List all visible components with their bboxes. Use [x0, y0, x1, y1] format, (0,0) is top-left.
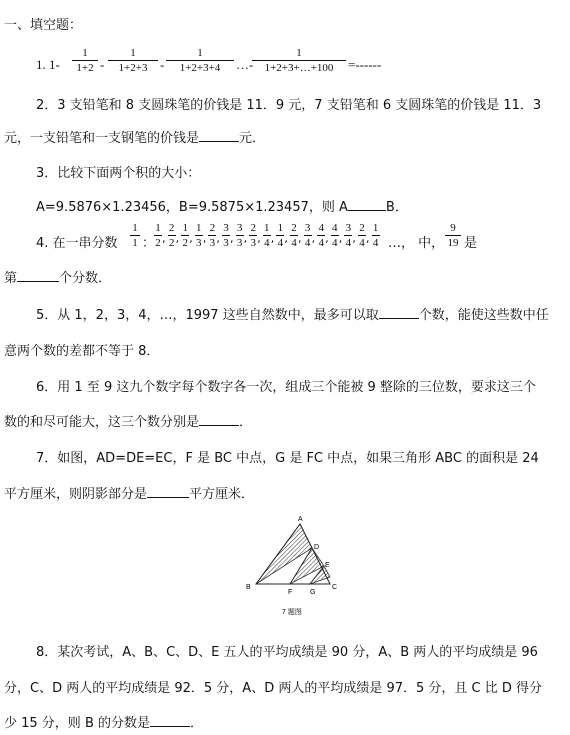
q7-label-c: C	[332, 584, 338, 591]
q7-label-f: F	[288, 589, 293, 596]
q8-answer-blank[interactable]	[150, 715, 190, 727]
q7-answer-blank[interactable]	[147, 486, 189, 498]
q3-line-2: A=9.5876×1.23456，B=9.5875×1.23457，则 A B．	[36, 200, 408, 215]
q7-line-1: 7．如图，AD=DE=EC，F 是 BC 中点，G 是 FC 中点，如果三角形 ABC 的面积是 24	[36, 451, 539, 466]
q4-sequence-comma: ,	[216, 232, 220, 245]
q1-equals-blank: =------	[348, 57, 382, 72]
q4-sequence-comma: ,	[270, 232, 275, 245]
q2-answer-blank[interactable]	[199, 130, 239, 142]
q1-fraction-2: 1 1+2+3	[108, 47, 158, 74]
q4-sequence-fraction: 4 4	[318, 222, 324, 249]
q4-sequence-comma: ,	[162, 232, 166, 245]
q4-sequence-comma: ,	[284, 232, 288, 245]
q7-label-e: E	[325, 562, 330, 569]
q4-first-fraction: 1 1	[130, 222, 140, 249]
q7-triangle-figure	[240, 512, 350, 620]
q4-sequence-fraction: 3 4	[345, 222, 352, 249]
q4-sequence-comma: ,	[189, 232, 193, 245]
q4-sequence-fraction: 2 4	[359, 222, 365, 249]
q4-sequence-comma: ,	[366, 232, 370, 245]
q4-sequence-comma: ,	[298, 232, 302, 245]
q7-figure-caption: 7 题图	[282, 609, 302, 616]
q4-sequence-fraction: 1 2	[182, 222, 188, 249]
q8-line-3: 少 15 分，则 B 的分数是 ．	[4, 716, 204, 731]
q4-sequence-fraction: 1 4	[264, 222, 270, 249]
q8-line-1: 8．某次考试，A、B、C、D、E 五人的平均成绩是 90 分，A、B 两人的平均成绩是 96	[36, 645, 538, 660]
q4-sequence-fraction: 1 4	[277, 222, 284, 249]
q1-minus-1: -	[100, 57, 105, 72]
q7-line-2: 平方厘米，则阴影部分是 平方厘米．	[4, 487, 255, 502]
q4-sequence-comma: ,	[325, 232, 329, 245]
q4-separator: ：	[142, 236, 156, 251]
q4-fraction-sequence	[154, 222, 404, 252]
q4-sequence-fraction: 2 3	[209, 222, 216, 249]
q7-label-g: G	[310, 589, 316, 596]
q1-minus-2: -	[160, 57, 165, 72]
q6-answer-blank[interactable]	[199, 414, 239, 426]
q4-sequence-comma: ,	[175, 232, 180, 245]
q4-sequence-comma: ,	[352, 232, 356, 245]
q4-sequence-fraction: 1 3	[196, 222, 202, 249]
q5-line-1: 5．从 1，2，3，4，…，1997 这些自然数中，最多可以取 个数，能使这些数中任	[36, 308, 549, 323]
q4-sequence-comma: ,	[243, 232, 248, 245]
q4-sequence-fraction: 2 2	[168, 222, 175, 249]
q4-sequence-comma: ,	[202, 232, 207, 245]
q2-line-1: 2．3 支铅笔和 8 支圆珠笔的价钱是 11．9 元，7 支铅笔和 6 支圆珠笔的价钱是 11．3	[36, 98, 542, 113]
q5-answer-blank[interactable]	[379, 307, 419, 319]
q1-fraction-1: 1 1+2	[72, 47, 98, 74]
q4-sequence-comma: ,	[311, 232, 316, 245]
q6-line-1: 6．用 1 至 9 这九个数字每个数字各一次，组成三个能被 9 整除的三位数，要求这三个	[36, 380, 536, 395]
section-title: 一、填空题：	[4, 18, 83, 33]
q8-line-2: 分，C、D 两人的平均成绩是 92．5 分，A、D 两人的平均成绩是 97．5 分，且 C 比 D 得分	[4, 681, 543, 696]
q4-target-fraction: 9 19	[445, 222, 461, 249]
q4-sequence-fraction: 1 4	[372, 222, 379, 249]
q4-answer-blank[interactable]	[17, 270, 59, 282]
q4-sequence-fraction: 3 4	[304, 222, 311, 249]
q1-fraction-3: 1 1+2+3+4	[166, 47, 234, 74]
q3-answer-blank[interactable]	[348, 199, 386, 211]
q2-line-2: 元，一支铅笔和一支钢笔的价钱是 元．	[4, 131, 266, 146]
q4-sequence-fraction: 3 3	[236, 222, 243, 249]
q4-tail: …， 中，	[388, 236, 445, 251]
q4-sequence-comma: ,	[338, 232, 343, 245]
q4-sequence-fraction: 2 4	[291, 222, 297, 249]
q3-line-1: 3．比较下面两个积的大小：	[36, 166, 201, 181]
q6-line-2: 数的和尽可能大，这三个数分别是 ．	[4, 415, 253, 430]
q4-sequence-comma: ,	[230, 232, 234, 245]
q4-prefix: 4. 在一串分数	[36, 236, 118, 251]
q1-fraction-4: 1 1+2+3+…+100	[252, 47, 346, 74]
q7-label-a: A	[298, 516, 303, 523]
q4-sequence-fraction: 4 4	[332, 222, 338, 249]
q4-sequence-fraction: 2 3	[250, 222, 256, 249]
q4-suffix: 是	[464, 236, 478, 251]
q7-label-b: B	[246, 584, 251, 591]
q7-label-d: D	[314, 544, 320, 551]
q4-line-2: 第 个分数．	[4, 271, 112, 286]
q5-line-2: 意两个数的差都不等于 8．	[4, 344, 160, 359]
q1-ellipsis: …-	[236, 57, 254, 72]
q1-prefix: 1. 1-	[36, 57, 60, 72]
q4-sequence-comma: ,	[257, 232, 261, 245]
q4-sequence-fraction: 3 3	[223, 222, 229, 249]
q4-sequence-fraction: 1 2	[155, 222, 161, 249]
